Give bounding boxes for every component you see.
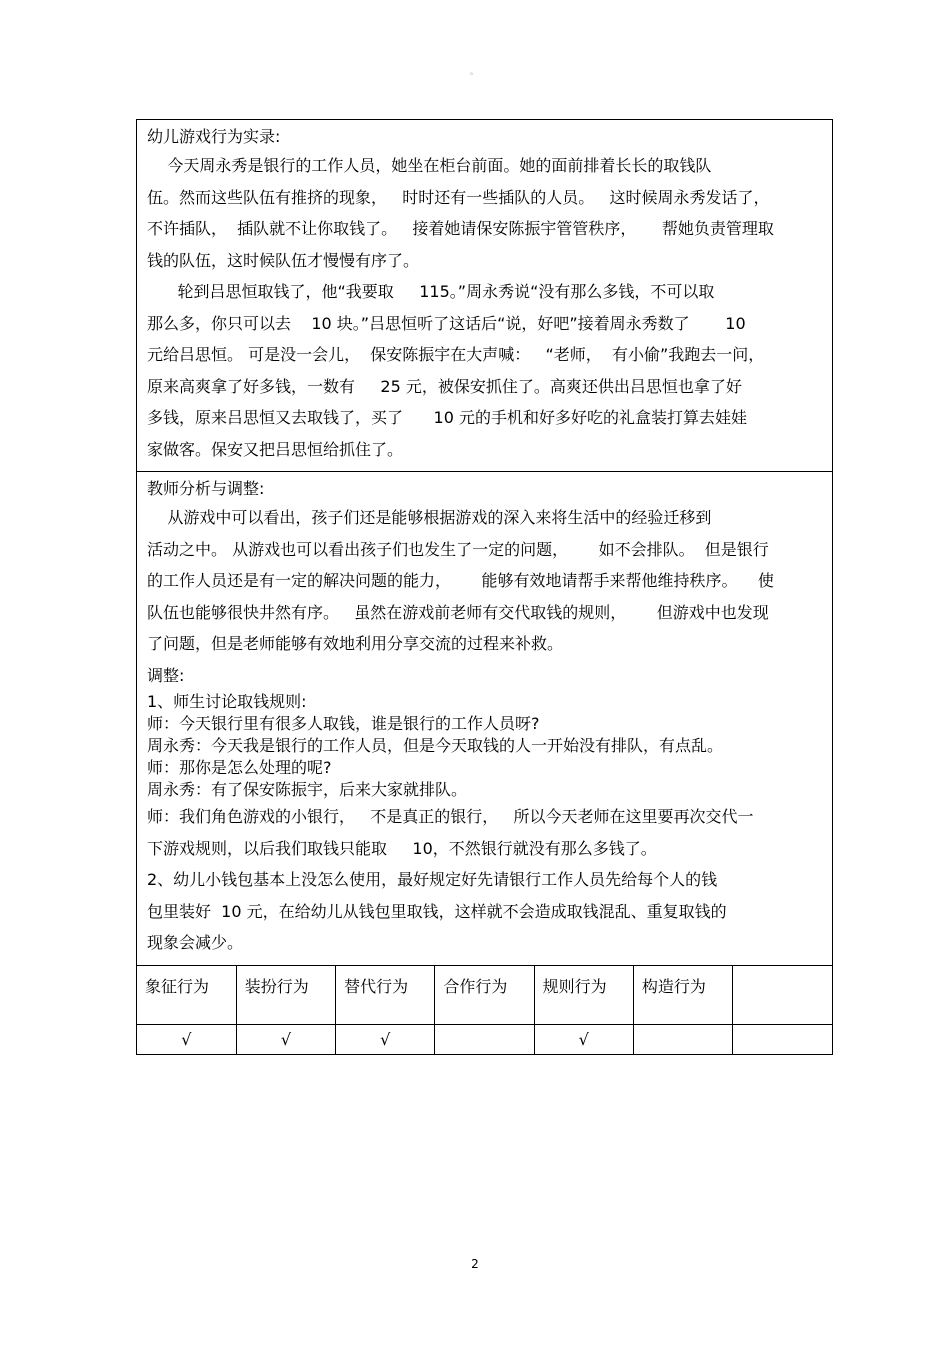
behavior-header: 合作行为 <box>435 965 534 1024</box>
dialogue-line: 周永秀：今天我是银行的工作人员，但是今天取钱的人一开始没有排队，有点乱。 <box>147 736 724 755</box>
adjustment-line: 师：我们角色游戏的小银行， 不是真正的银行， 所以今天老师在这里要再次交代一 <box>147 807 754 826</box>
dialogue-line: 师：今天银行里有很多人取钱，谁是银行的工作人员呀? <box>147 714 540 733</box>
analysis-line: 的工作人员还是有一定的解决问题的能力， 能够有效地请帮手来帮他维持秩序。 使 <box>147 571 774 590</box>
check-mark: √ <box>181 1029 192 1049</box>
behavior-mark-row <box>137 1024 832 1054</box>
check-mark <box>633 1024 732 1054</box>
page-number: 2 <box>471 1257 479 1271</box>
check-mark <box>435 1024 534 1054</box>
record-title: 幼儿游戏行为实录: <box>147 127 281 146</box>
dialogue-line: 师：那你是怎么处理的呢? <box>147 758 332 777</box>
check-mark: √ <box>236 1024 335 1054</box>
record-line: 那么多，你只可以去 10 块。”吕思恒听了这话后“说，好吧”接着周永秀数了 10 <box>147 313 746 333</box>
record-line: 原来高爽拿了好多钱，一数有 25 元，被保安抓住了。高爽还供出吕思恒也拿了好 <box>147 376 742 396</box>
top-mark: 。 <box>470 67 478 76</box>
behavior-header <box>733 965 832 1024</box>
analysis-line: 了问题，但是老师能够有效地利用分享交流的过程来补救。 <box>147 634 564 653</box>
record-line: 不许插队， 插队就不让你取钱了。 接着她请保安陈振宇管管秩序， 帮她负责管理取 <box>147 219 774 238</box>
behavior-checklist <box>137 965 832 1054</box>
analysis-line: 从游戏中可以看出，孩子们还是能够根据游戏的深入来将生活中的经验迁移到 <box>147 508 712 527</box>
record-line: 轮到吕思恒取钱了，他“我要取 115。”周永秀说“没有那么多钱，不可以取 <box>147 282 715 301</box>
behavior-header: 装扮行为 <box>236 965 335 1024</box>
record-line: 伍。然而这些队伍有推挤的现象， 时时还有一些插队的人员。 这时候周永秀发话了， <box>147 187 770 207</box>
dialogue-line: 周永秀：有了保安陈振宇，后来大家就排队。 <box>147 780 468 799</box>
check-mark <box>733 1024 832 1054</box>
record-line: 多钱，原来吕思恒又去取钱了，买了 10 元的手机和好多好吃的礼盒装打算去娃娃 <box>147 408 747 427</box>
record-line: 家做客。保安又把吕思恒给抓住了。 <box>147 439 404 459</box>
observation-record-table <box>136 119 833 1055</box>
behavior-header: 象征行为 <box>137 965 236 1024</box>
record-section <box>137 120 832 471</box>
record-line: 今天周永秀是银行的工作人员，她坐在柜台前面。她的面前排着长长的取钱队 <box>147 156 712 175</box>
check-mark: √ <box>336 1024 435 1054</box>
analysis-title: 教师分析与调整: <box>147 479 265 498</box>
record-line: 钱的队伍，这时候队伍才慢慢有序了。 <box>147 250 420 270</box>
analysis-line: 活动之中。 从游戏也可以看出孩子们也发生了一定的问题， 如不会排队。 但是银行 <box>147 539 769 559</box>
dialogue-line: 1、师生讨论取钱规则: <box>147 692 307 711</box>
analysis-section <box>137 471 832 965</box>
adjustment-line: 2、幼儿小钱包基本上没怎么使用，最好规定好先请银行工作人员先给每个人的钱 <box>147 870 718 889</box>
analysis-line: 队伍也能够很快井然有序。 虽然在游戏前老师有交代取钱的规则， 但游戏中也发现 <box>147 602 769 622</box>
adjustment-heading: 调整: <box>147 665 185 685</box>
behavior-header: 替代行为 <box>336 965 435 1024</box>
adjustment-line: 下游戏规则，以后我们取钱只能取 10，不然银行就没有那么多钱了。 <box>147 838 657 858</box>
behavior-header: 构造行为 <box>633 965 732 1024</box>
behavior-header-row <box>137 965 832 1024</box>
check-mark: √ <box>534 1024 633 1054</box>
record-line: 元给吕思恒。 可是没一会儿， 保安陈振宇在大声喊： “老师， 有小偷”我跑去一问， <box>147 345 765 364</box>
adjustment-line: 包里装好 10 元，在给幼儿从钱包里取钱，这样就不会造成取钱混乱、重复取钱的 <box>147 901 727 921</box>
behavior-header: 规则行为 <box>534 965 633 1024</box>
adjustment-line: 现象会减少。 <box>147 933 244 952</box>
